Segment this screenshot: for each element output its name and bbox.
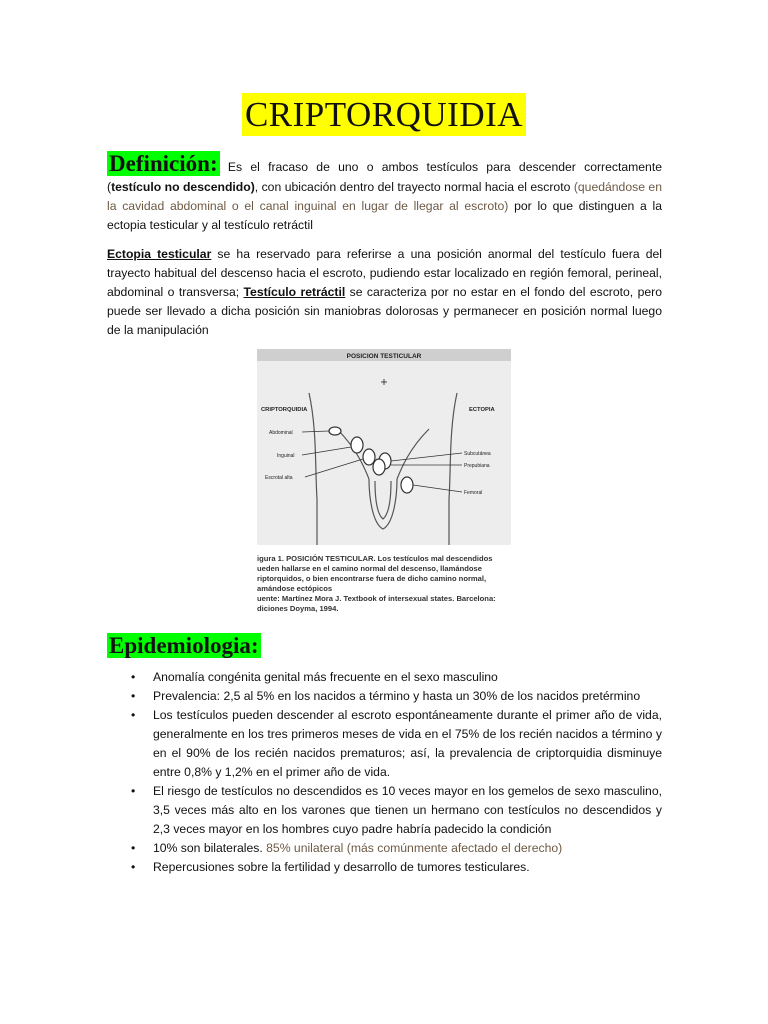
caption-line: igura 1. POSICIÓN TESTICULAR. Los testículos mal descendidos <box>257 554 493 563</box>
list-item: • Los testículos pueden descender al escroto espontáneamente durante el primer año de vida, generalmente en los tres primeros meses de vida en el 75% de los recién nacidos a término y en el 90% de los recién nacidos prematuros; así, la prevalencia de criptorquidia disminuye entre 0,8% y 1,2% en el primer año de vida. <box>131 708 662 779</box>
list-item: • 10% son bilaterales. 85% unilateral (más comúnmente afectado el derecho) <box>107 839 662 858</box>
testicular-position-figure <box>257 349 511 545</box>
unilateral-note: 85% unilateral (más comúnmente afectado el derecho) <box>266 841 563 855</box>
label-abdominal: Abdominal <box>269 430 293 436</box>
definition-text-3: , con ubicación dentro del trayecto normal hacia el escroto <box>254 180 574 194</box>
figure-caption <box>257 554 515 614</box>
label-escrotal-alta: Escrotal alta <box>265 475 293 481</box>
list-item: • Repercusiones sobre la fertilidad y desarrollo de tumores testiculares. <box>107 858 662 877</box>
navel-mark <box>381 379 387 385</box>
ectopia-paragraph <box>107 245 662 340</box>
epidemiology-list <box>107 668 662 877</box>
definition-bold-term: testículo no descendido) <box>111 180 255 194</box>
bullet: • <box>131 670 136 684</box>
caption-line: amándose ectópicos <box>257 584 333 593</box>
bullet: • <box>131 689 136 703</box>
epidemiology-heading: Epidemiologia: <box>109 633 259 658</box>
figure-drawing <box>257 349 511 545</box>
list-item: • Anomalía congénita genital más frecuente en el sexo masculino <box>107 668 662 687</box>
bullet: • <box>131 860 136 874</box>
figure-header: POSICION TESTICULAR <box>346 353 422 360</box>
figure-left-title: CRIPTORQUIDIA <box>261 407 308 413</box>
retractil-term: Testículo retráctil <box>243 285 346 299</box>
label-femoral: Femoral <box>464 490 483 496</box>
definition-paragraph <box>107 150 662 235</box>
epidemiology-heading-wrap <box>107 632 261 660</box>
page-title: CRIPTORQUIDIA <box>0 94 768 136</box>
bullet: • <box>131 841 136 855</box>
ectopia-term: Ectopia testicular <box>107 247 212 261</box>
label-inguinal: Inguinal <box>277 453 295 459</box>
bullet: • <box>131 708 136 722</box>
figure-right-title: ECTOPIA <box>469 407 495 413</box>
bullet: • <box>131 784 136 798</box>
definition-text-1: Es el fracaso de uno o ambos testículos para descender correctamente ( <box>107 160 662 194</box>
label-subcutanea: Subcutánea <box>464 451 491 457</box>
ectopia-text-2: se caracteriza por no estar en el fondo del escroto, pero puede ser llevado a dicha posición sin maniobras dolorosas y permanecer en posición normal luego de la manipulación <box>107 285 662 337</box>
definition-text-5: por lo que distinguen a la ectopia testicular y al testículo retráctil <box>107 199 662 232</box>
list-item: • El riesgo de testículos no descendidos es 10 veces mayor en los gemelos de sexo masculino, 3,5 veces más alto en los varones que tienen un hermano con testículos no descendidos y 2,3 veces mayor en los hombres cuyo padre habría padecido la condición <box>131 784 662 836</box>
list-item: • Prevalencia: 2,5 al 5% en los nacidos a término y hasta un 30% de los nacidos pretérmino <box>107 687 662 706</box>
caption-line: diciones Doyma, 1994. <box>257 604 339 613</box>
ectopia-text-1: se ha reservado para referirse a una posición anormal del testículo fuera del trayecto habitual del descenso hacia el escroto, pudiendo estar localizado en región femoral, perineal, abdominal o transversa; <box>107 247 662 299</box>
caption-line: ueden hallarse en el camino normal del descenso, llamándose <box>257 564 482 573</box>
caption-line: riptorquidos, o bien encontrarse fuera de dicho camino normal, <box>257 574 487 583</box>
definition-aside: (quedándose en la cavidad abdominal o el canal inguinal en lugar de llegar al escroto) <box>107 180 662 213</box>
definition-heading: Definición: <box>109 151 218 176</box>
caption-line: uente: Martínez Mora J. Textbook of intersexual states. Barcelona: <box>257 594 496 603</box>
label-prepubiana: Prepubiana <box>464 463 490 469</box>
